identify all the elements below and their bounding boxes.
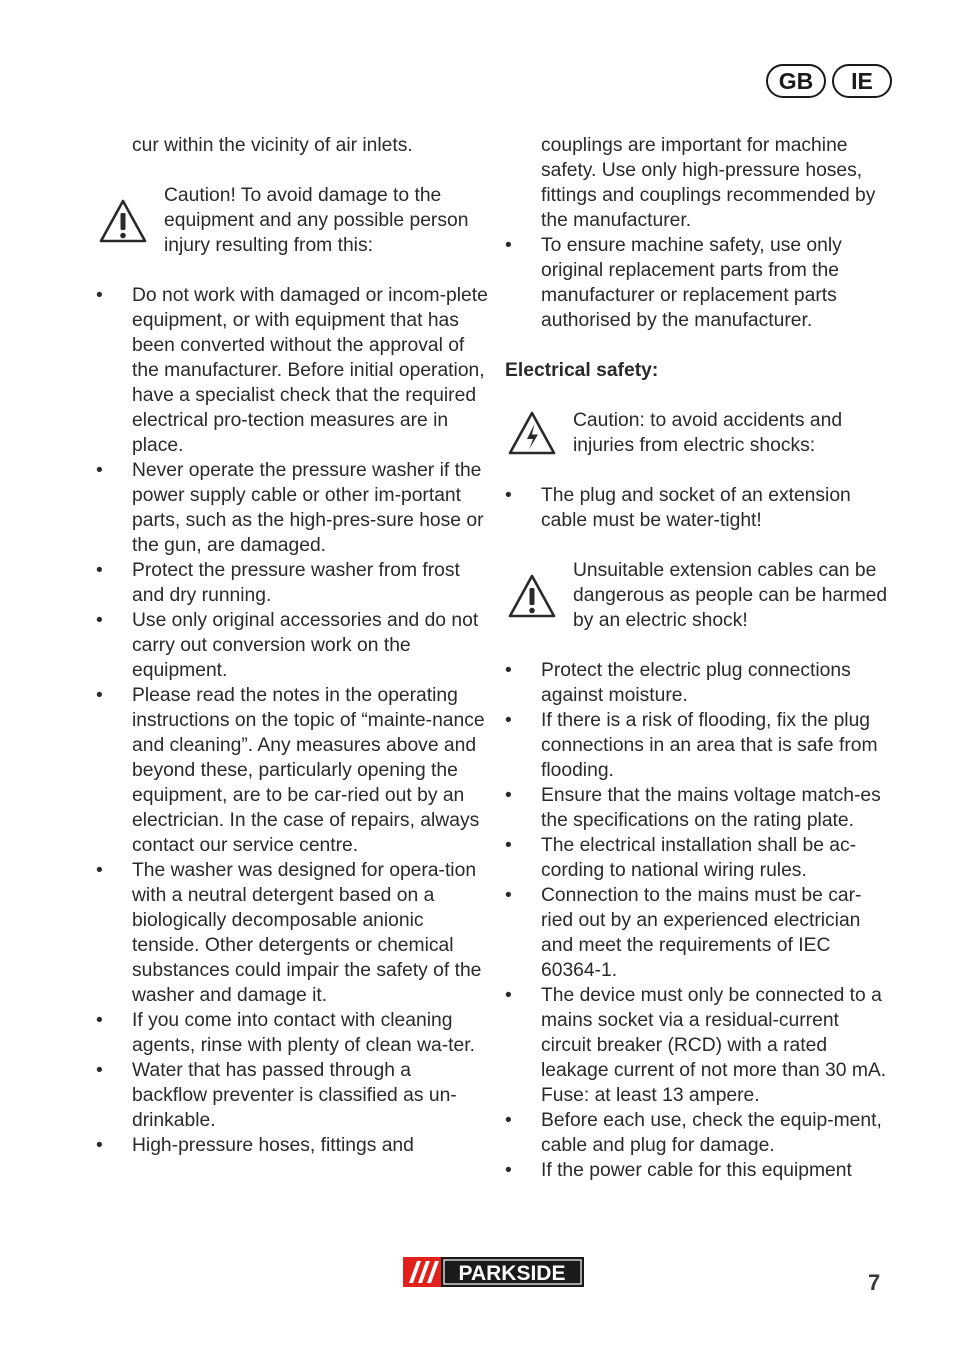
language-badges: [766, 64, 892, 98]
list-item: • Connection to the mains must be car-ried out by an experienced electrician and meet the requirements of IEC 60364-1.: [505, 883, 890, 983]
logo-text: PARKSIDE: [458, 1262, 566, 1285]
caution-block-cables: [505, 558, 890, 633]
right-bullet-list-1: [505, 233, 890, 333]
language-badge-ie: IE: [832, 64, 892, 98]
list-item: • The electrical installation shall be ac-cording to national wiring rules.: [505, 833, 890, 883]
list-item: • Ensure that the mains voltage match-es the specifications on the rating plate.: [505, 783, 890, 833]
caution-text: Unsuitable extension cables can be dangerous as people can be harmed by an electric shock!: [573, 560, 888, 631]
section-heading: Electrical safety:: [505, 360, 659, 381]
page-number: 7: [868, 1270, 881, 1295]
right-bullet-list-3: [505, 658, 890, 1183]
language-badge-gb: GB: [766, 64, 826, 98]
caution-text: Caution: to avoid accidents and injuries from electric shocks:: [573, 410, 843, 456]
list-item: • The device must only be connected to a mains socket via a residual-current circuit breaker (RCD) with a rated leakage current of not more than 30 mA. Fuse: at least 13 ampere.: [505, 983, 890, 1108]
list-item: • Do not work with damaged or incom-plete equipment, or with equipment that has been converted without the approval of the manufacturer. Before initial operation, have a specialist check that the required electrical pro-tection measures are in place.: [96, 283, 488, 458]
warning-exclamation-icon: [507, 573, 557, 619]
list-item: • The plug and socket of an extension cable must be water-tight!: [505, 483, 890, 533]
list-item: • Please read the notes in the operating instructions on the topic of “mainte-nance and cleaning”. Any measures above and beyond these, particularly opening the equipment, are to be car-ried out by an electrician. In the case of repairs, always contact our service centre.: [96, 683, 488, 858]
list-item: • Protect the pressure washer from frost and dry running.: [96, 558, 488, 608]
intro-text: cur within the vicinity of air inlets.: [132, 135, 413, 156]
list-item: • To ensure machine safety, use only original replacement parts from the manufacturer or replacement parts authorised by the manufacturer.: [505, 233, 890, 333]
list-item: • If there is a risk of flooding, fix the plug connections in an area that is safe from flooding.: [505, 708, 890, 783]
list-item: • Protect the electric plug connections against moisture.: [505, 658, 890, 708]
list-item: • Water that has passed through a backflow preventer is classified as un-drinkable.: [96, 1058, 488, 1133]
left-bullet-list: [96, 283, 488, 1158]
parkside-logo: [403, 1257, 584, 1287]
list-item: • Use only original accessories and do not carry out conversion work on the equipment.: [96, 608, 488, 683]
right-column: [505, 133, 890, 1183]
electric-shock-warning-icon: [507, 410, 557, 456]
caution-block: [96, 183, 488, 258]
list-item: • Before each use, check the equip-ment, cable and plug for damage.: [505, 1108, 890, 1158]
list-item: • If you come into contact with cleaning agents, rinse with plenty of clean wa-ter.: [96, 1008, 488, 1058]
list-item: • The washer was designed for opera-tion with a neutral detergent based on a biologically decomposable anionic tenside. Other detergents or chemical substances could impair the safety of the washer and damage it.: [96, 858, 488, 1008]
list-item: • If the power cable for this equipment: [505, 1158, 890, 1183]
list-item: • Never operate the pressure washer if the power supply cable or other im-portant parts, such as the high-pres-sure hose or the gun, are damaged.: [96, 458, 488, 558]
list-item: • High-pressure hoses, fittings and: [96, 1133, 488, 1158]
continuation-text: couplings are important for machine safety. Use only high-pressure hoses, fittings and couplings recommended by the manufacturer.: [541, 135, 876, 231]
right-bullet-list-2: [505, 483, 890, 533]
caution-block-electric: [505, 408, 890, 458]
warning-exclamation-icon: [98, 198, 148, 244]
left-column: [96, 133, 488, 1158]
caution-text: Caution! To avoid damage to the equipment and any possible person injury resulting from this:: [164, 185, 469, 256]
